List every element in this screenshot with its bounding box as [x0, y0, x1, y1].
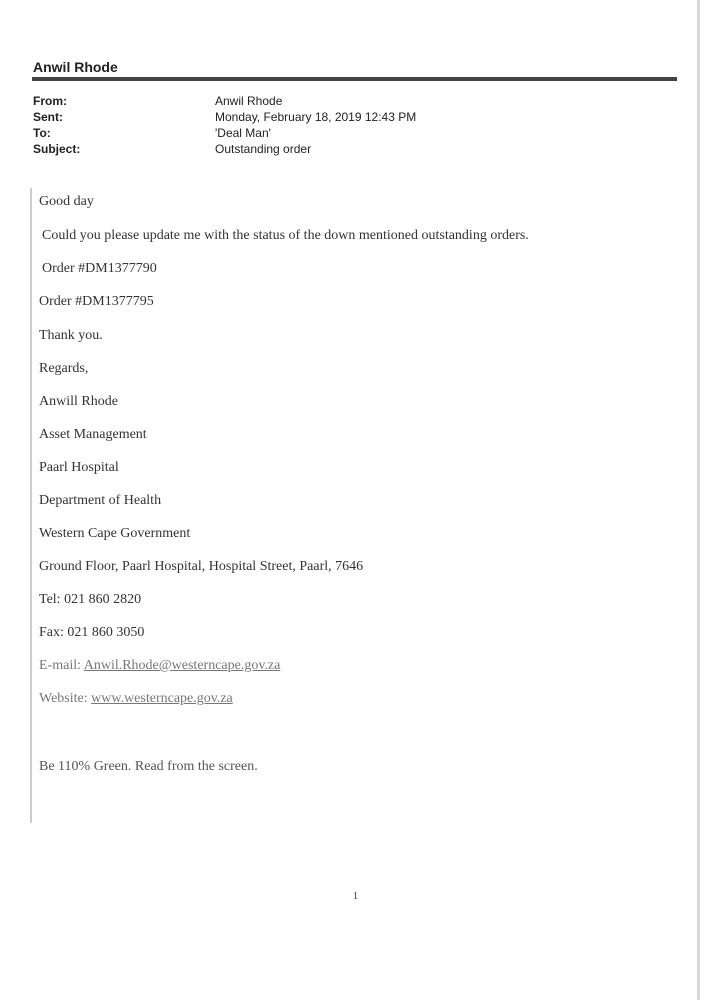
email-title: Anwil Rhode — [33, 59, 118, 75]
request-text: Could you please update me with the status of the down mentioned outstanding orders. — [42, 228, 529, 243]
thanks: Thank you. — [39, 328, 103, 343]
order-1: Order #DM1377790 — [42, 261, 157, 276]
title-divider — [32, 77, 677, 81]
website-label: Website: — [39, 691, 92, 706]
website-link[interactable]: www.westerncape.gov.za — [91, 691, 233, 706]
signature-email — [39, 658, 280, 674]
header-label: From: — [33, 94, 67, 108]
header-value: Anwil Rhode — [215, 94, 283, 108]
regards: Regards, — [39, 361, 89, 376]
signature-tel: Tel: 021 860 2820 — [39, 592, 142, 607]
header-value: 'Deal Man' — [215, 126, 271, 140]
signature-government: Western Cape Government — [39, 526, 191, 541]
signature-address: Ground Floor, Paarl Hospital, Hospital Street, Paarl, 7646 — [39, 559, 364, 574]
header-value: Monday, February 18, 2019 12:43 PM — [215, 110, 417, 124]
header-value: Outstanding order — [215, 142, 312, 156]
header-label: Subject: — [33, 142, 81, 156]
scan-edge — [697, 0, 700, 1000]
email-link[interactable]: Anwil.Rhode@westerncape.gov.za — [83, 658, 281, 673]
quote-bar — [30, 188, 32, 823]
signature-hospital: Paarl Hospital — [39, 460, 119, 475]
signature-unit: Asset Management — [39, 427, 147, 442]
signature-name: Anwill Rhode — [39, 394, 118, 409]
order-2: Order #DM1377795 — [39, 294, 154, 309]
email-label: E-mail: — [39, 658, 84, 673]
header-label: Sent: — [33, 110, 63, 124]
greeting: Good day — [39, 194, 94, 209]
header-label: To: — [33, 126, 51, 140]
signature-department: Department of Health — [39, 493, 162, 508]
tagline: Be 110% Green. Read from the screen. — [39, 759, 258, 774]
signature-fax: Fax: 021 860 3050 — [39, 625, 145, 640]
page-number: 1 — [353, 891, 358, 902]
signature-website — [39, 691, 233, 707]
